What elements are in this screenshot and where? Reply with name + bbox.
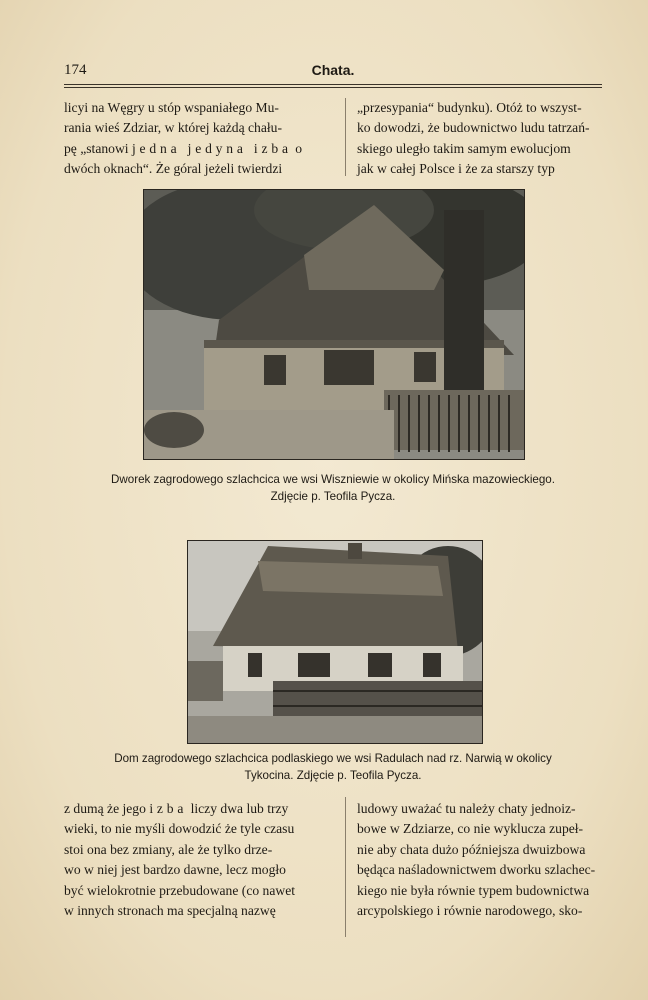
- text-run: z dumą że jego: [64, 801, 150, 816]
- text-line: wo w niej jest bardzo dawne, lecz mogło: [64, 862, 286, 878]
- text-line: [64, 799, 332, 819]
- text-line: w innych stronach ma specjalną nazwę: [64, 903, 276, 919]
- emphasized-text: izba: [149, 801, 188, 816]
- text-line: [64, 139, 332, 159]
- text-line: ludowy uważać tu należy chaty jednoiz-: [357, 801, 576, 816]
- text-line: dwóch oknach“. Że góral jeżeli twierdzi: [64, 161, 283, 177]
- text-line: wieki, to nie myśli dowodzić że tyle czasu: [64, 821, 295, 837]
- caption-line: Dom zagrodowego szlachcica podlaskiego we wsi Radulach nad rz. Narwią w okolicy: [114, 752, 552, 765]
- page-header: [64, 62, 602, 82]
- text-column-left-top: [64, 98, 332, 180]
- column-divider: [345, 98, 346, 176]
- text-line: stoi ona bez zmiany, ale że tylko drze-: [64, 841, 273, 857]
- running-title: Chata.: [311, 62, 355, 78]
- caption-line: Dworek zagrodowego szlachcica we wsi Wiszniewie w okolicy Mińska mazowieckiego.: [111, 473, 555, 486]
- text-line: bowe w Zdziarze, co nie wyklucza zupeł-: [357, 821, 584, 837]
- text-column-right-top: [357, 98, 602, 180]
- header-rule-second: [64, 87, 602, 88]
- text-run: o: [291, 140, 303, 156]
- text-line: rania wieś Zdziar, w której każdą chału-: [64, 120, 282, 136]
- figure-caption-1: [64, 471, 602, 505]
- column-divider: [345, 797, 346, 937]
- caption-line: Zdjęcie p. Teofila Pycza.: [270, 490, 396, 503]
- text-line: kiego nie była równie typem budownictwa: [357, 882, 590, 898]
- text-line: nie aby chata dużo późniejsza dwuizbowa: [357, 841, 586, 857]
- text-line: „przesypania“ budynku). Otóż to wszyst-: [357, 100, 582, 115]
- photo-house-radule: [187, 540, 483, 744]
- text-line: licyi na Węgry u stóp wspaniałego Mu-: [64, 100, 279, 115]
- text-run: liczy dwa lub trzy: [187, 801, 289, 816]
- caption-line: Tykocina. Zdjęcie p. Teofila Pycza.: [244, 769, 422, 782]
- text-line: ko dowodzi, że budownictwo ludu tatrzań-: [357, 120, 590, 136]
- text-line: być wielokrotnie przebudowane (co nawet: [64, 882, 296, 898]
- page-number: 174: [64, 62, 87, 78]
- photo-manor-house-wiszniew: [143, 189, 525, 460]
- text-line: skiego uległo takim samym ewolucjom: [357, 140, 571, 156]
- text-column-left-bottom: [64, 799, 332, 921]
- emphasized-text: jedna jedyna izba: [131, 140, 292, 156]
- text-run: pę „stanowi: [64, 140, 132, 156]
- text-line: arcypolskiego i równie narodowego, sko-: [357, 903, 583, 919]
- header-rule: [64, 84, 602, 85]
- text-line: jak w całej Polsce i że za starszy typ: [357, 161, 555, 177]
- text-line: będąca naśladownictwem dworku szlachec-: [357, 862, 596, 878]
- figure-caption-2: [64, 750, 602, 784]
- text-column-right-bottom: [357, 799, 602, 921]
